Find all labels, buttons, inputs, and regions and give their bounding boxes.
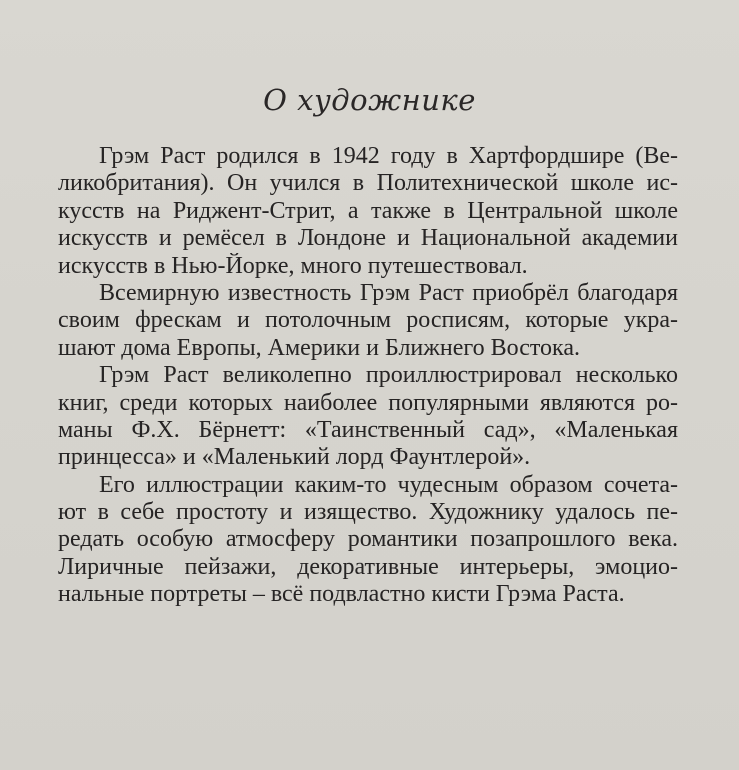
text-line: принцесса» и «Маленький лорд Фаунтлерой».: [58, 444, 531, 471]
text-line: ют в себе простоту и изящество. Художнику удалось пе-: [58, 499, 678, 526]
body-text: [58, 143, 678, 609]
text-line: Всемирную известность Грэм Раст приобрёл благодаря: [99, 279, 678, 306]
text-line: нальные портреты – всё подвластно кисти Грэма Раста.: [58, 581, 625, 608]
text-line: книг, среди которых наиболее популярными являются ро-: [58, 389, 678, 416]
text-line: ликобритания). Он учился в Политехнической школе ис-: [58, 170, 678, 197]
text-line: искусств и ремёсел в Лондоне и Национальной академии: [58, 225, 678, 252]
text-line: маны Ф.Х. Бёрнетт: «Таинственный сад», «Маленькая: [58, 416, 678, 443]
text-line: искусств в Нью-Йорке, много путешествовал.: [58, 252, 528, 279]
text-line: шают дома Европы, Америки и Ближнего Востока.: [58, 334, 580, 361]
text-line: Лиричные пейзажи, декоративные интерьеры, эмоцио-: [58, 553, 678, 580]
text-line: редать особую атмосферу романтики позапрошлого века.: [58, 526, 678, 553]
text-line: Грэм Раст родился в 1942 году в Хартфордшире (Ве-: [99, 143, 678, 169]
text-line: своим фрескам и потолочным росписям, которые укра-: [58, 307, 678, 334]
text-line: Грэм Раст великолепно проиллюстрировал несколько: [99, 362, 678, 389]
page-title: О художнике: [263, 83, 476, 117]
text-line: Его иллюстрации каким-то чудесным образом сочета-: [99, 471, 678, 498]
text-line: кусств на Риджент-Стрит, а также в Центральной школе: [58, 197, 678, 224]
